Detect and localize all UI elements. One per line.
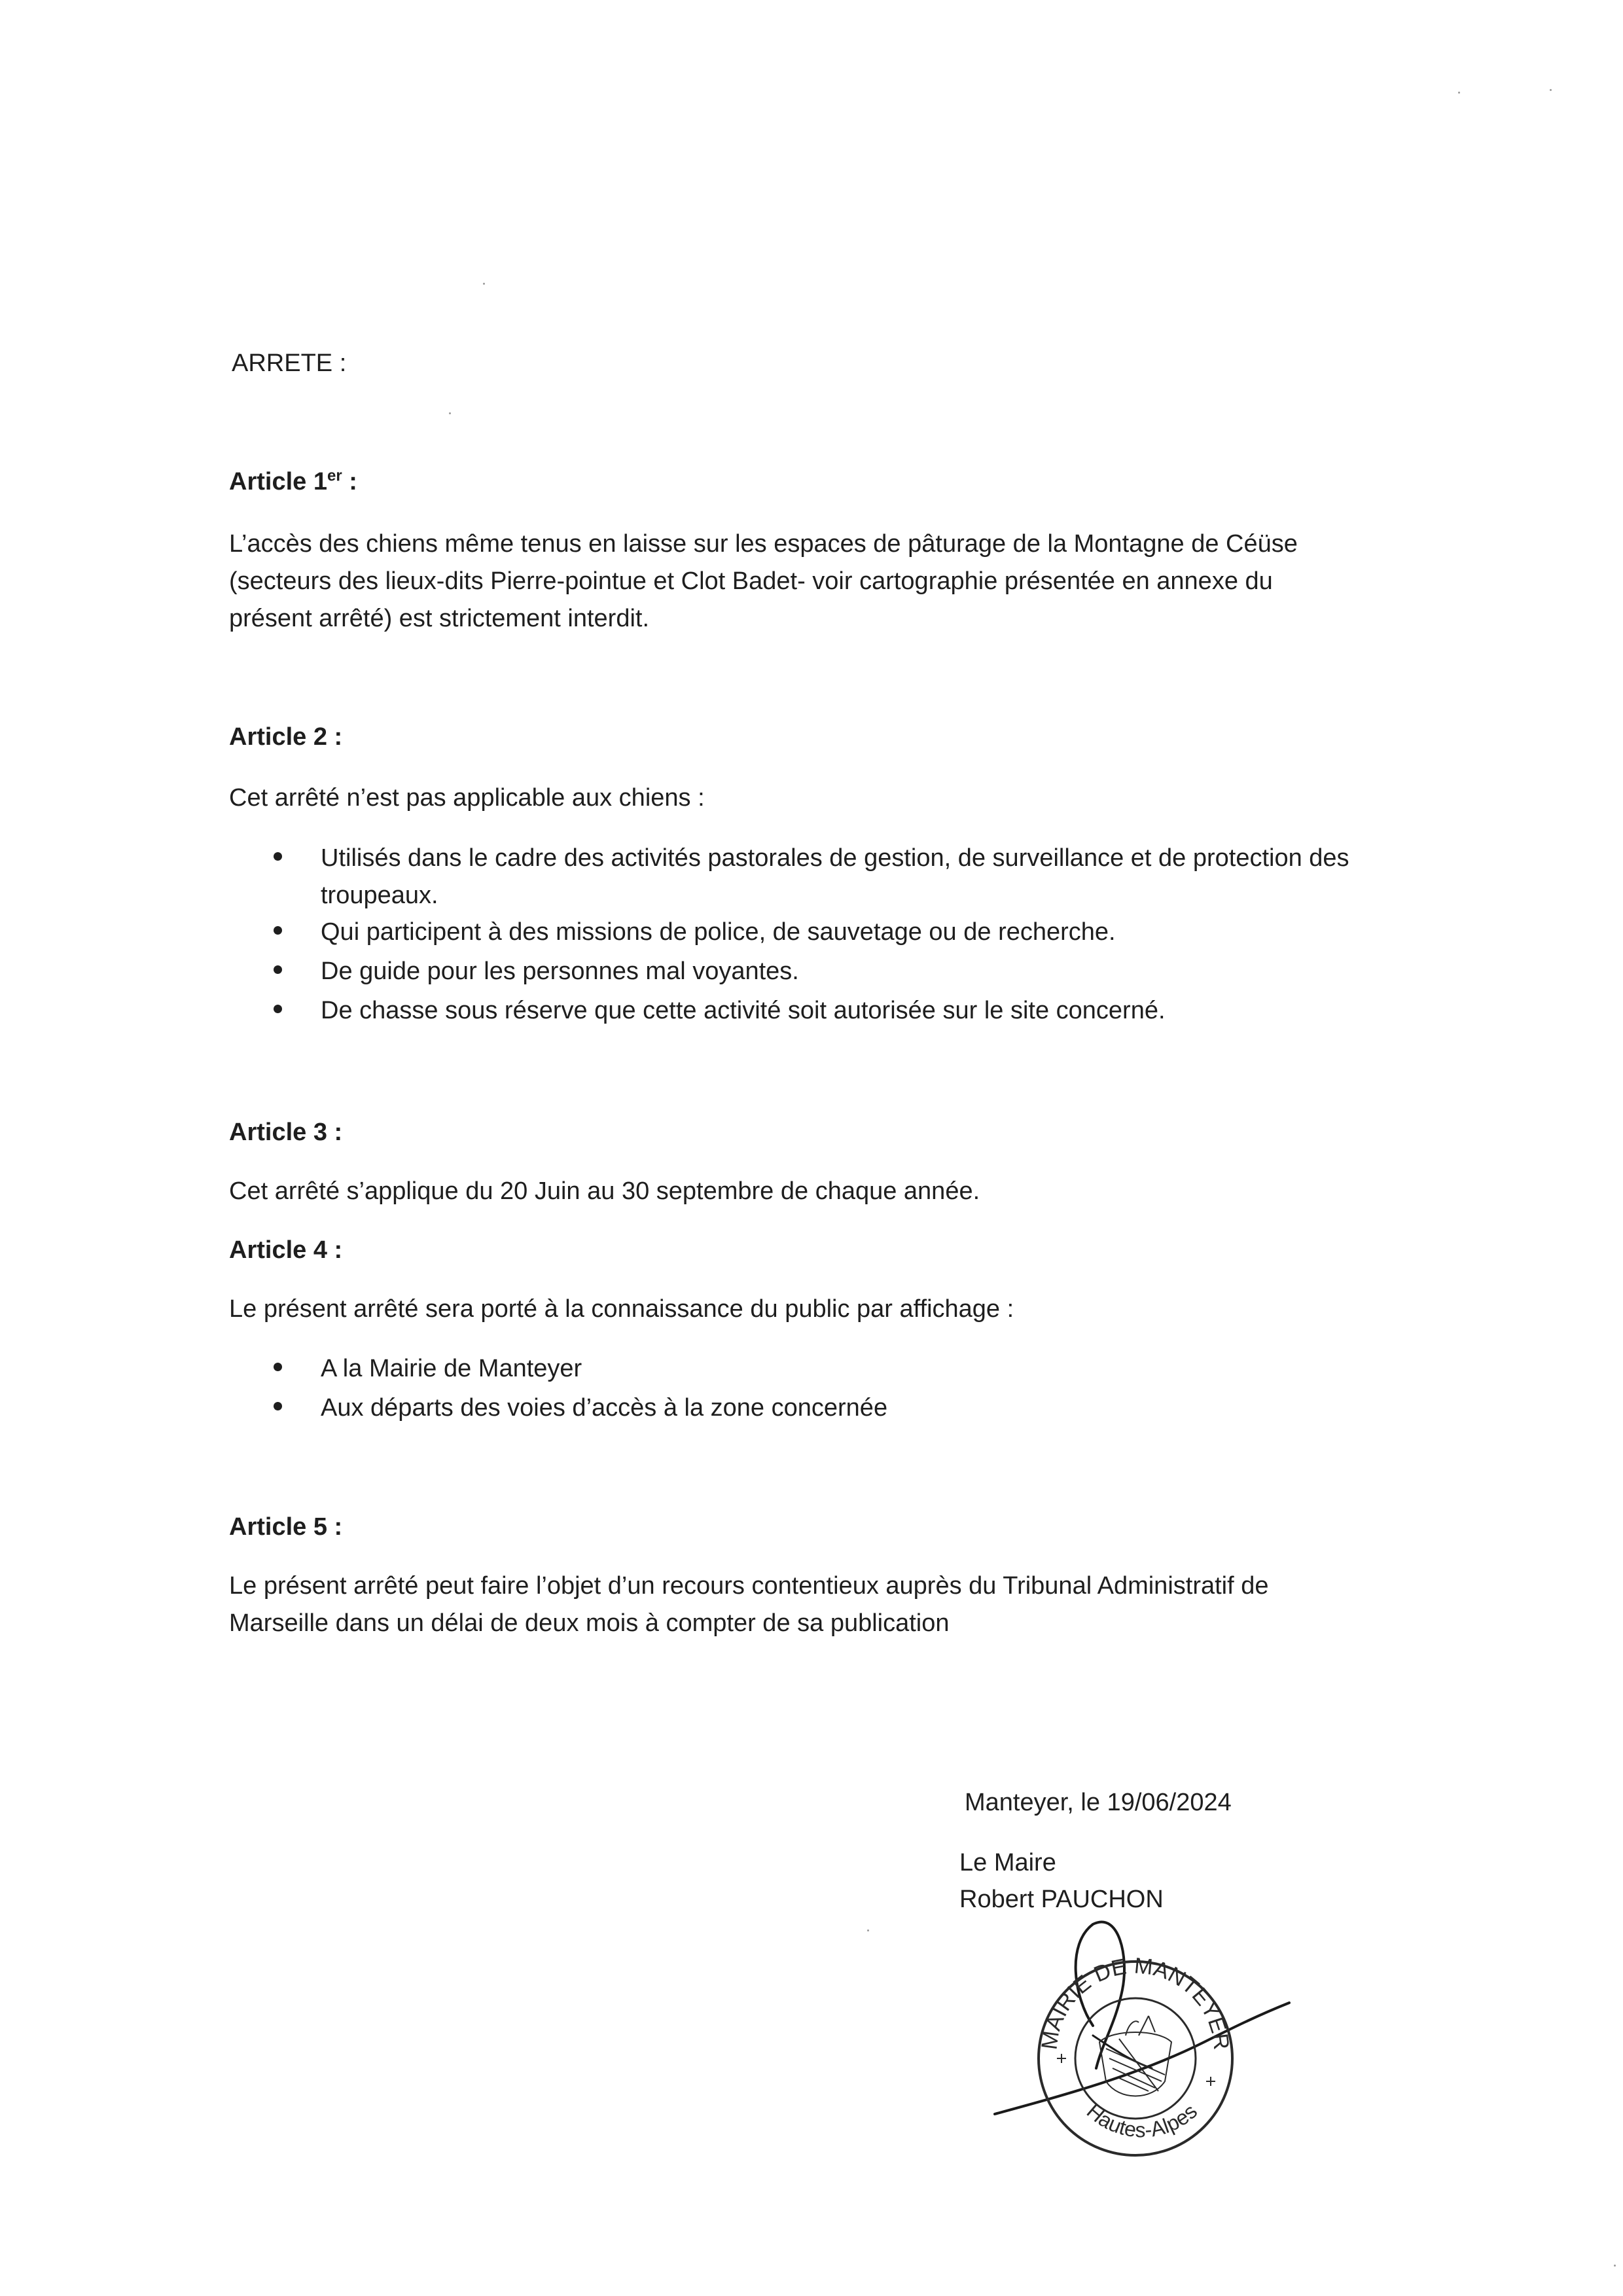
signature-and-stamp	[988, 1918, 1296, 2179]
article-4-intro: Le présent arrêté sera porté à la connaissance du public par affichage :	[229, 1295, 1014, 1323]
article-4-bullet-1: A la Mairie de Manteyer	[321, 1355, 582, 1382]
bullet-dot	[274, 926, 282, 935]
scan-speck	[483, 283, 485, 285]
article-4-heading: Article 4 :	[229, 1236, 343, 1264]
bullet-dot	[274, 965, 282, 974]
stamp-bottom-textpath: Hautes-Alpes	[1082, 2099, 1202, 2142]
article-3-body: Cet arrêté s’applique du 20 Juin au 30 septembre de chaque année.	[229, 1177, 980, 1205]
article-2-bullet-3: De guide pour les personnes mal voyantes.	[321, 958, 799, 985]
bullet-dot	[274, 1005, 282, 1013]
signature-role: Le Maire	[959, 1849, 1056, 1876]
bullet-dot	[274, 852, 282, 861]
article-5-body: Le présent arrêté peut faire l’objet d’un recours contentieux auprès du Tribunal Administratif de Marseille dans un délai de deux mois à compter de sa publication	[229, 1572, 1269, 1637]
article-4-bullet-2: Aux départs des voies d’accès à la zone concernée	[321, 1394, 888, 1422]
article-1-label: Article 1	[229, 468, 327, 495]
stamp-bottom-text	[1082, 2099, 1202, 2142]
stamp-top-text	[1037, 1953, 1234, 2051]
bullet-dot	[274, 1402, 282, 1410]
article-2-bullet-4: De chasse sous réserve que cette activité soit autorisée sur le site concerné.	[321, 997, 1166, 1024]
scan-speck	[1550, 89, 1552, 91]
signature-place-date: Manteyer, le 19/06/2024	[965, 1789, 1232, 1816]
bullet-dot	[274, 1363, 282, 1371]
article-3-heading: Article 3 :	[229, 1119, 343, 1146]
scan-speck	[1614, 2265, 1616, 2267]
article-2-intro: Cet arrêté n’est pas applicable aux chiens :	[229, 784, 705, 812]
article-1-superscript: er	[327, 467, 342, 485]
scan-speck	[1458, 92, 1460, 94]
stamp-top-textpath: MAIRIE DE MANTEYER	[1037, 1953, 1234, 2051]
scan-speck	[867, 1929, 869, 1931]
mayor-signature-stamp-graphic	[988, 1918, 1296, 2179]
article-2-bullet-2: Qui participent à des missions de police, de sauvetage ou de recherche.	[321, 918, 1116, 946]
article-1-label-suffix: :	[342, 468, 357, 495]
article-2-heading: Article 2 :	[229, 723, 343, 751]
signature-name: Robert PAUCHON	[959, 1886, 1164, 1913]
article-1-heading	[229, 463, 357, 501]
article-1-body: L’accès des chiens même tenus en laisse sur les espaces de pâturage de la Montagne de Céüse (secteurs des lieux-dits Pierre-pointue et Clot Badet- voir cartographie présentée en annexe du présent arrêté) est strictement interdit.	[229, 530, 1298, 632]
scan-speck	[449, 412, 451, 414]
article-5-heading: Article 5 :	[229, 1513, 343, 1541]
document-heading: ARRETE :	[232, 350, 347, 377]
article-2-bullet-1: Utilisés dans le cadre des activités pastorales de gestion, de surveillance et de protection des troupeaux.	[321, 844, 1349, 909]
